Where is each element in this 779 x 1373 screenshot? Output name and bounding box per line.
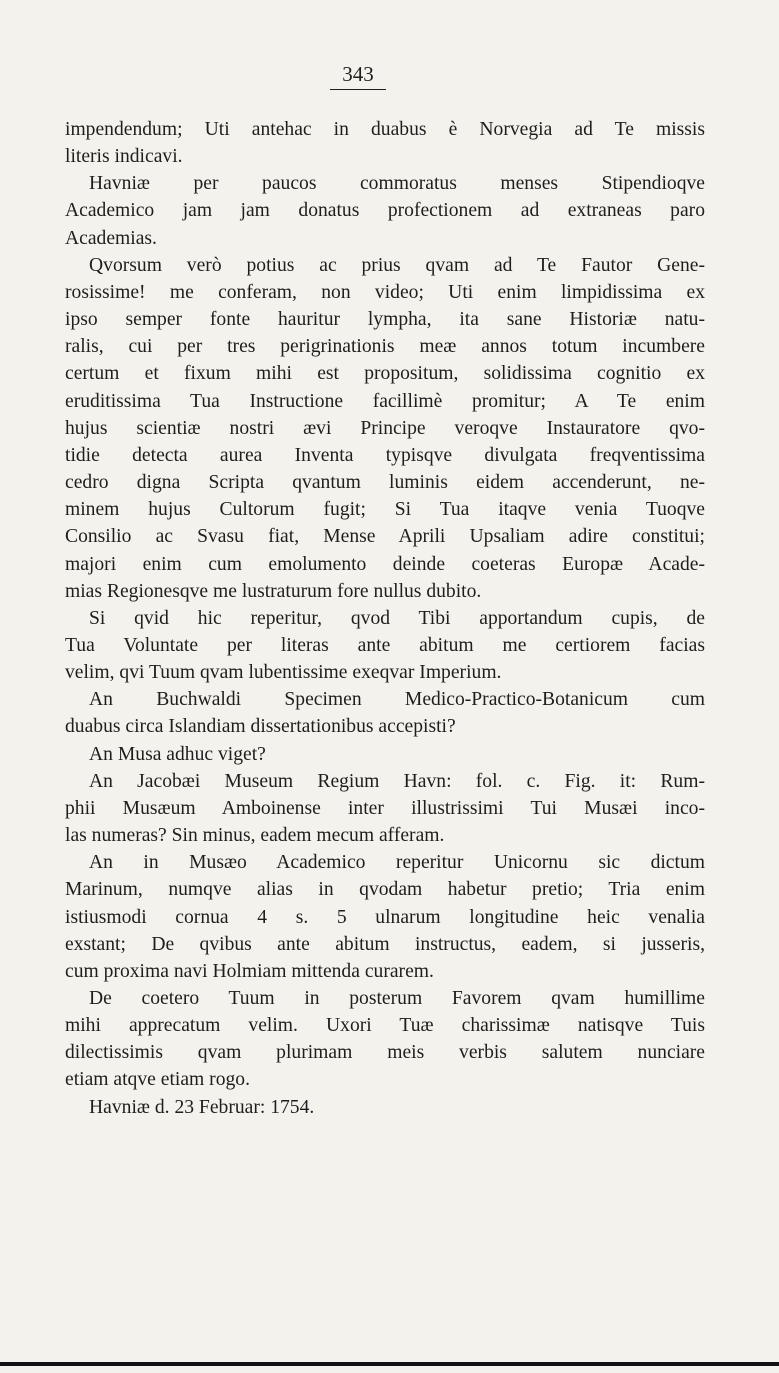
page-number: 343 (330, 62, 386, 90)
text-line: Tua Voluntate per literas ante abitum me certiorem facias (65, 634, 705, 656)
text-line: velim, qvi Tuum qvam lubentissime exeqvar Imperium. (65, 662, 502, 684)
text-line: eruditissima Tua Instructione facillimè promitur; A Te enim (65, 390, 705, 412)
letter-body (65, 116, 705, 1121)
text-line: Academias. (65, 227, 157, 249)
text-line: De coetero Tuum in posterum Favorem qvam humillime (89, 988, 705, 1009)
text-line: literis indicavi. (65, 146, 183, 168)
text-line: An Musa adhuc viget? (89, 743, 266, 765)
text-line: Academico jam jam donatus profectionem ad extraneas paro (65, 200, 705, 222)
text-line: minem hujus Cultorum fugit; Si Tua itaqve venia Tuoqve (65, 499, 705, 521)
text-line: rosissime! me conferam, non video; Uti enim limpidissima ex (65, 281, 705, 303)
text-line: istiusmodi cornua 4 s. 5 ulnarum longitudine heic venalia (65, 906, 705, 928)
text-line: las numeras? Sin minus, eadem mecum afferam. (65, 825, 445, 847)
text-line: hujus scientiæ nostri ævi Principe veroqve Instauratore qvo- (65, 417, 705, 439)
text-line: Si qvid hic reperitur, qvod Tibi apportandum cupis, de (89, 607, 705, 629)
text-line: phii Musæum Amboinense inter illustrissimi Tui Musæi inco- (65, 797, 705, 819)
text-line: certum et fixum mihi est propositum, solidissima cognitio ex (65, 363, 705, 385)
text-line: duabus circa Islandiam dissertationibus accepisti? (65, 716, 456, 738)
bottom-rule (0, 1362, 779, 1366)
text-line: An in Musæo Academico reperitur Unicornu sic dictum (89, 852, 705, 874)
text-line: etiam atqve etiam rogo. (65, 1069, 250, 1091)
text-line: tidie detecta aurea Inventa typisqve divulgata freqventissima (65, 444, 705, 466)
text-line: cedro digna Scripta qvantum luminis eidem accenderunt, ne- (65, 472, 705, 494)
text-line: ipso semper fonte hauritur lympha, ita sane Historiæ natu- (65, 309, 705, 331)
text-line: Marinum, numqve alias in qvodam habetur pretio; Tria enim (65, 879, 705, 901)
text-line: mias Regionesqve me lustraturum fore nullus dubito. (65, 580, 482, 602)
text-line: impendendum; Uti antehac in duabus è Norvegia ad Te missis (65, 119, 705, 140)
text-line: mihi apprecatum velim. Uxori Tuæ charissimæ natisqve Tuis (65, 1015, 705, 1037)
text-line: Havniæ per paucos commoratus menses Stipendioqve (89, 173, 705, 195)
text-line: cum proxima navi Holmiam mittenda curarem. (65, 960, 434, 982)
text-line: Consilio ac Svasu fiat, Mense Aprili Upsaliam adire constitui; (65, 526, 705, 548)
text-line: An Jacobæi Museum Regium Havn: fol. c. Fig. it: Rum- (89, 770, 705, 792)
text-line: An Buchwaldi Specimen Medico-Practico-Botanicum cum (89, 689, 705, 711)
text-line: dilectissimis qvam plurimam meis verbis salutem nunciare (65, 1042, 705, 1064)
text-line: majori enim cum emolumento deinde coeteras Europæ Acade- (65, 553, 705, 575)
text-line: ralis, cui per tres perigrinationis meæ annos totum incumbere (65, 336, 705, 358)
text-line: exstant; De qvibus ante abitum instructus, eadem, si jusseris, (65, 933, 705, 955)
text-line: Havniæ d. 23 Februar: 1754. (89, 1096, 315, 1118)
text-line: Qvorsum verò potius ac prius qvam ad Te Fautor Gene- (89, 254, 705, 276)
